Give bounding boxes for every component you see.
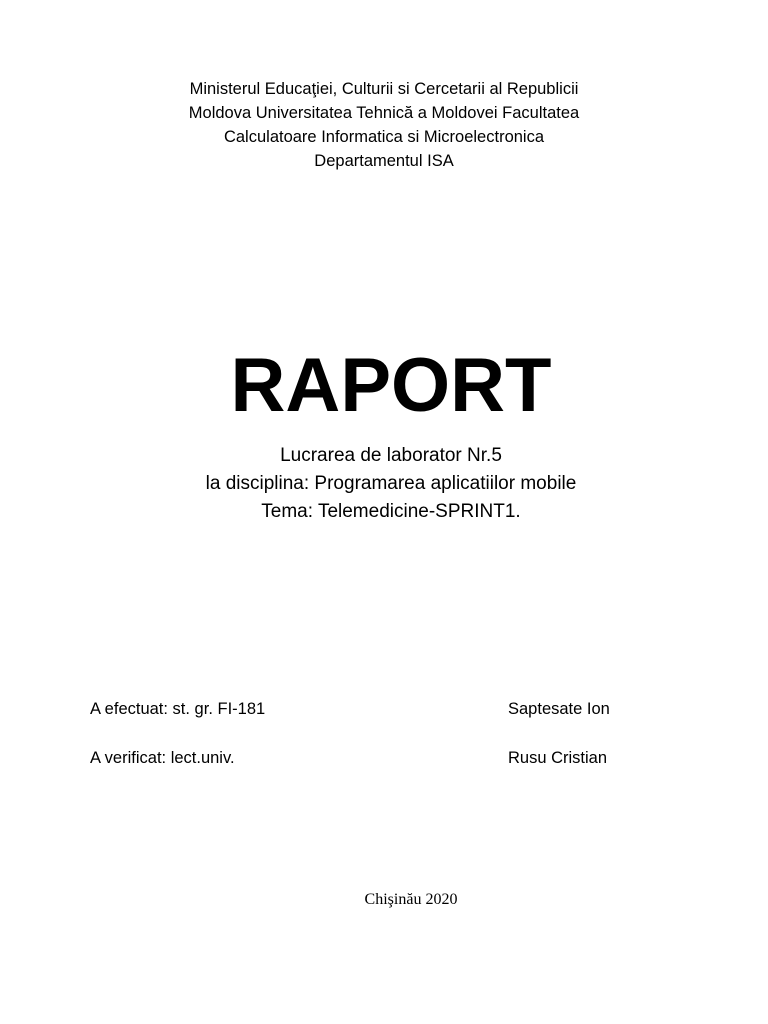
header-line-4: Departamentul ISA (314, 152, 454, 170)
header-line-3: Calculatoare Informatica si Microelectronica (223, 128, 545, 146)
header-line-1: Ministerul Educaţiei, Culturii si Cercetarii al Republicii (189, 80, 579, 98)
discipline: la disciplina: Programarea aplicatiilor mobile (205, 473, 577, 494)
report-title: RAPORT (230, 343, 552, 428)
institution-header (0, 77, 768, 173)
verified-by-name: Rusu Cristian (508, 749, 608, 767)
topic: Tema: Telemedicine-SPRINT1. (261, 501, 521, 522)
performed-by-label: A efectuat: st. gr. FI-181 (90, 700, 266, 718)
report-subtitle (0, 442, 768, 526)
header-line-2: Moldova Universitatea Tehnică a Moldovei Facultatea (188, 104, 580, 122)
place-and-year: Chişinău 2020 (364, 891, 458, 908)
performed-by-name: Saptesate Ion (508, 700, 610, 718)
verified-by-label: A verificat: lect.univ. (90, 749, 235, 767)
lab-number: Lucrarea de laborator Nr.5 (280, 445, 502, 466)
